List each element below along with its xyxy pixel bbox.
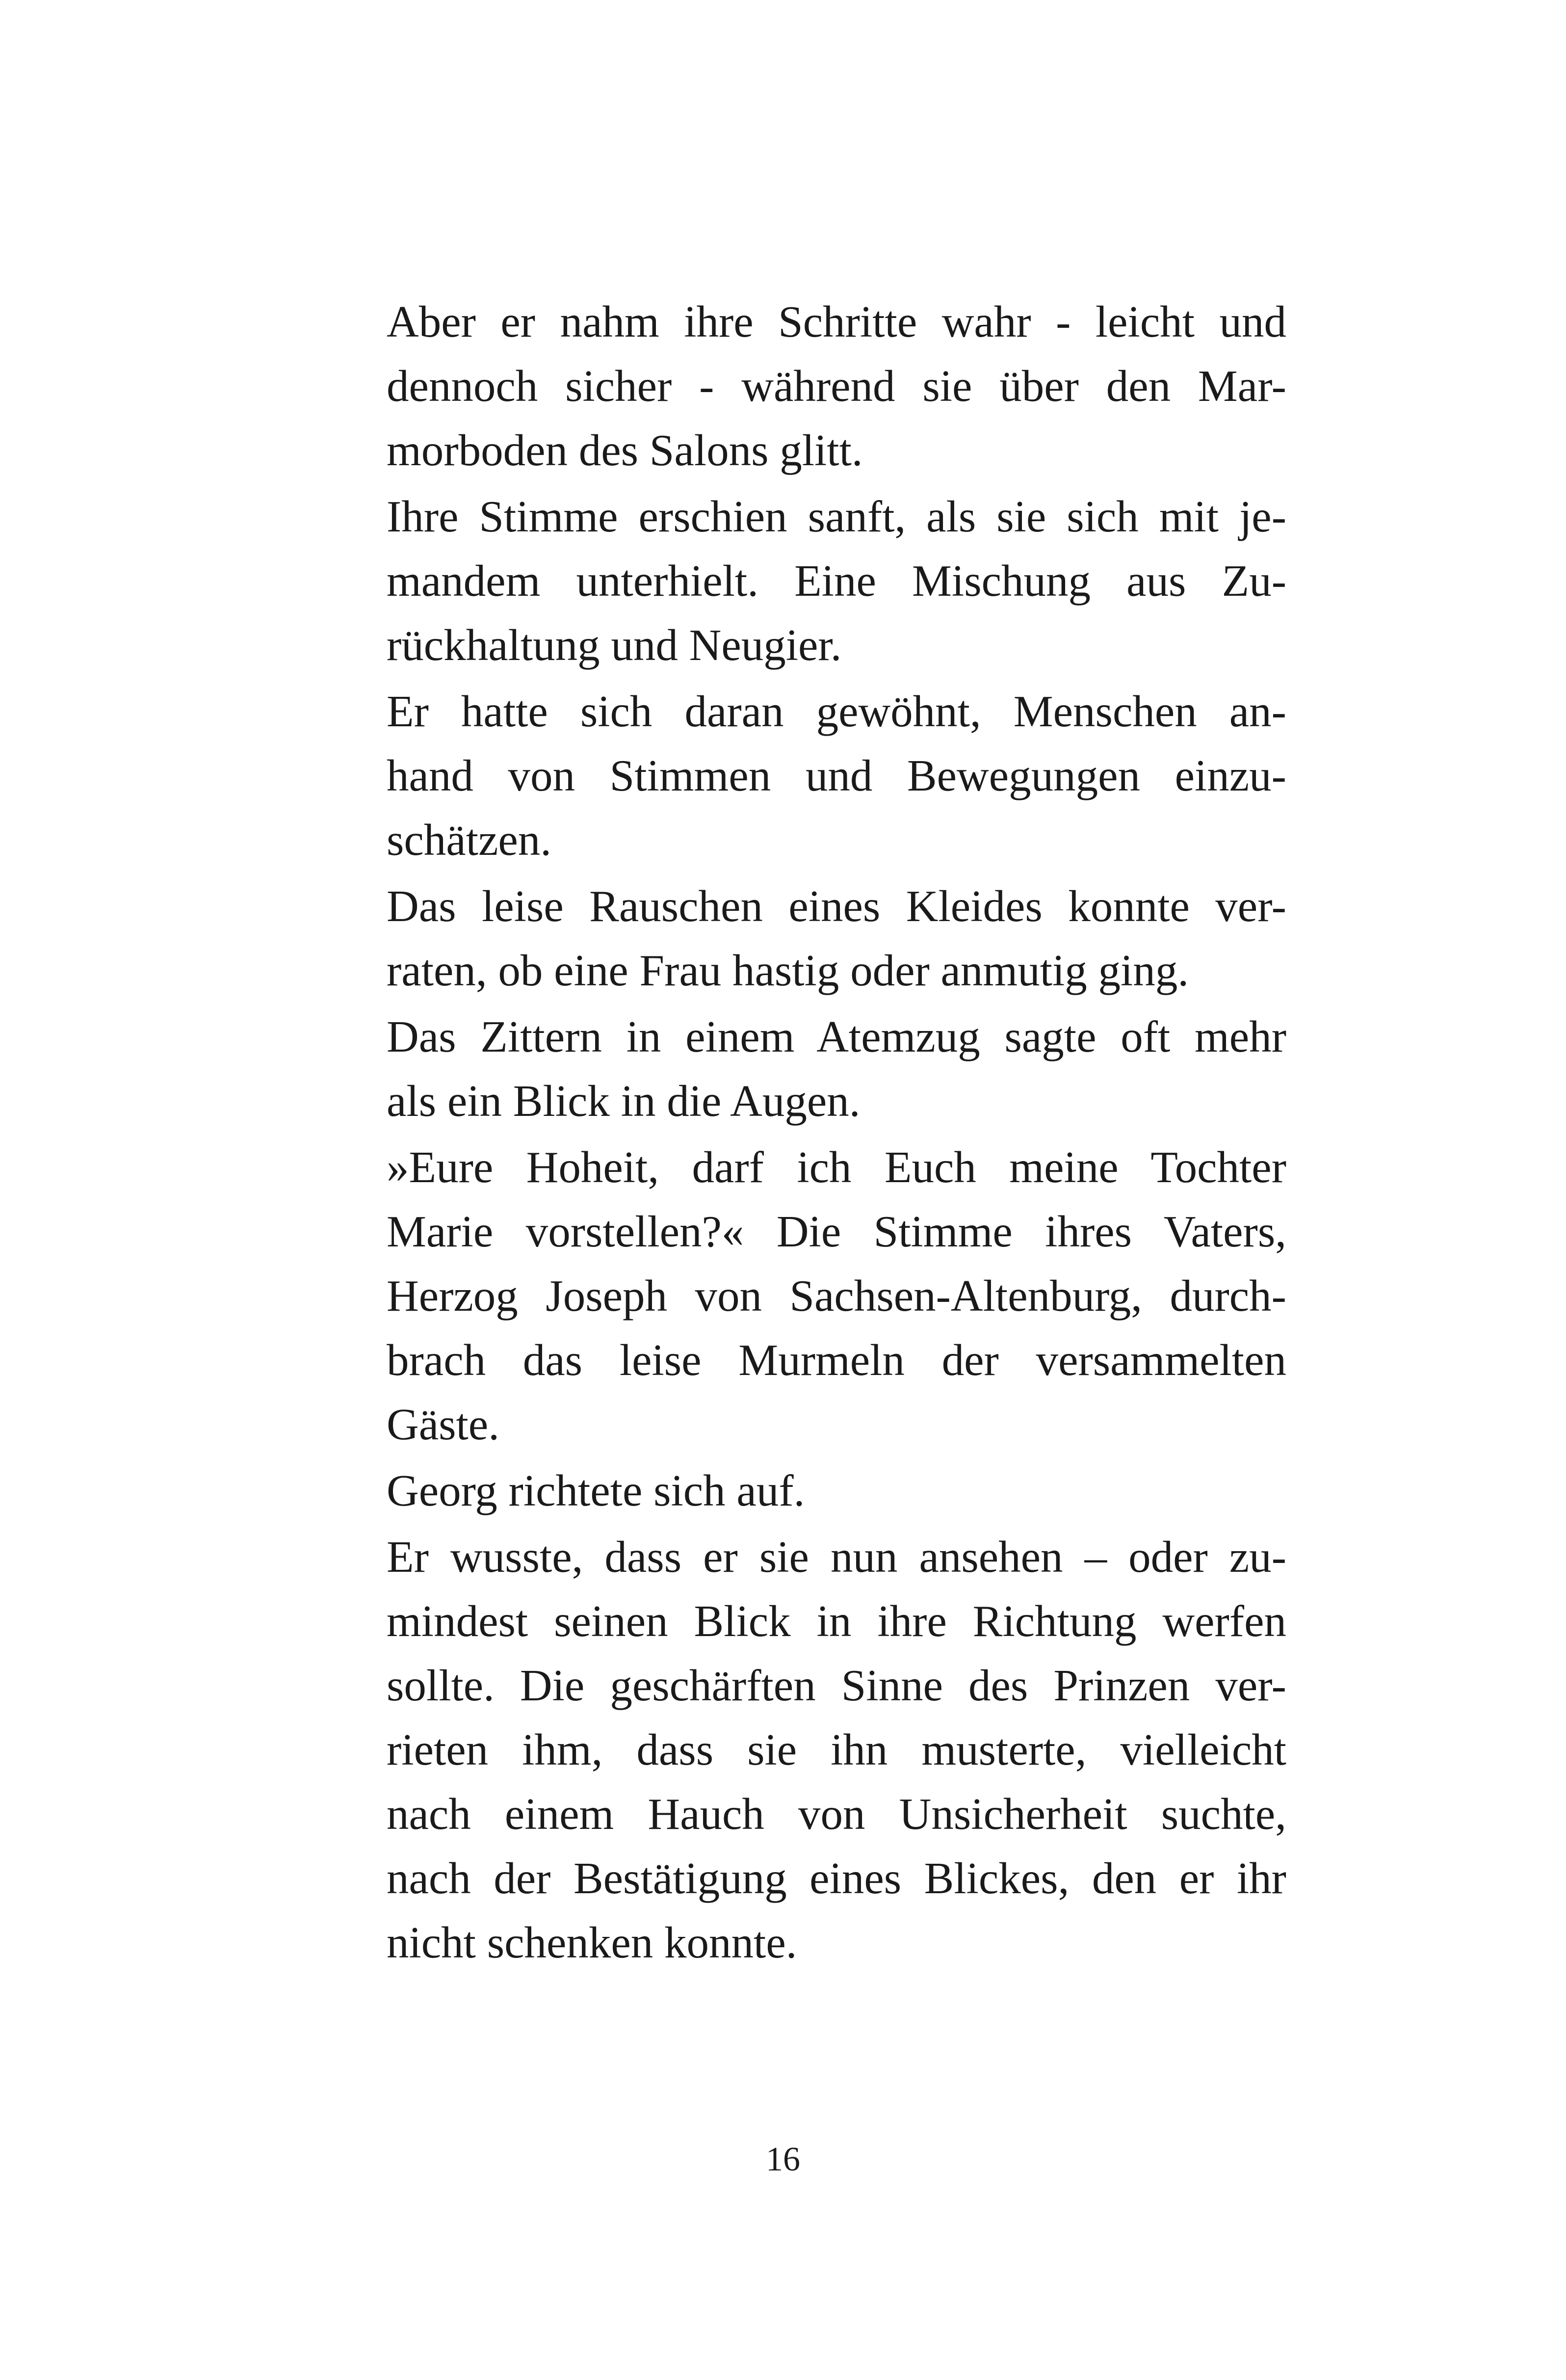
paragraph [351,1005,1286,1133]
paragraph [351,1458,1286,1523]
paragraph [351,290,1286,482]
page-number: 16 [766,2141,800,2178]
text-line: Er hatte sich daran gewöhnt, Menschen an- [387,687,1286,736]
text-line: brach das leise Murmeln der versammelten [387,1335,1286,1385]
text-line: morboden des Salons glitt. [387,425,863,475]
text-line: Das Zittern in einem Atemzug sagte oft mehr [387,1012,1286,1061]
text-line: nach einem Hauch von Unsicherheit suchte, [387,1789,1286,1839]
text-line: mindest seinen Blick in ihre Richtung werfen [387,1596,1286,1646]
text-line: Er wusste, dass er sie nun ansehen – oder zu- [387,1532,1286,1582]
text-line: schätzen. [387,815,552,865]
text-line: hand von Stimmen und Bewegungen einzu- [387,751,1286,800]
paragraph [351,484,1286,677]
text-line: Ihre Stimme erschien sanft, als sie sich mit je- [387,492,1286,541]
text-line: Aber er nahm ihre Schritte wahr - leicht und [387,297,1286,346]
text-line: sollte. Die geschärften Sinne des Prinzen ver- [387,1661,1286,1710]
text-line: dennoch sicher - während sie über den Mar- [387,361,1286,411]
text-line: mandem unterhielt. Eine Mischung aus Zu- [387,556,1286,606]
text-line: als ein Blick in die Augen. [387,1076,861,1126]
text-line: raten, ob eine Frau hastig oder anmutig ging. [387,946,1189,995]
paragraph [351,679,1286,872]
text-line: nach der Bestätigung eines Blickes, den er ihr [387,1853,1286,1903]
text-line: nicht schenken konnte. [387,1918,797,1967]
text-line: »Eure Hoheit, darf ich Euch meine Tochter [387,1142,1286,1192]
text-line: Das leise Rauschen eines Kleides konnte ver- [387,881,1286,931]
text-line: rieten ihm, dass sie ihn musterte, vielleicht [387,1725,1286,1774]
text-line: Herzog Joseph von Sachsen-Altenburg, durch- [387,1271,1286,1321]
paragraph [351,874,1286,1003]
paragraph [351,1135,1286,1456]
text-line: Georg richtete sich auf. [387,1466,805,1515]
text-line: Gäste. [387,1400,499,1449]
body-text [351,290,1286,1977]
text-line: rückhaltung und Neugier. [387,620,842,670]
text-line: Marie vorstellen?« Die Stimme ihres Vaters, [387,1207,1286,1256]
paragraph [351,1525,1286,1975]
